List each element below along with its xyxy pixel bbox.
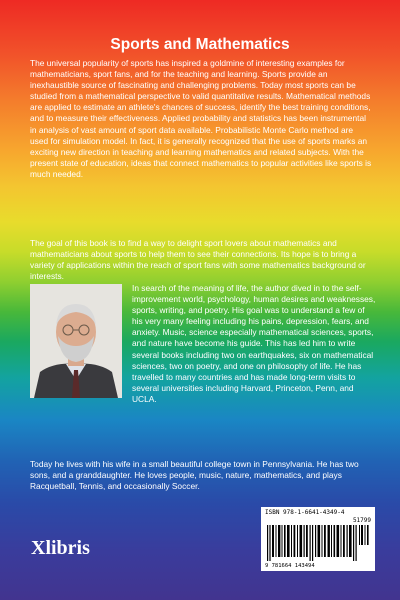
isbn-label: ISBN 978-1-6641-4349-4 (265, 509, 345, 516)
author-photo (30, 284, 122, 398)
author-bio: In search of the meaning of life, the author dived in to the self-improvement world, psychology, human desires and weaknesses, sports, writing, and poetry. His goal was to understand a few of his very many feeling including his pains, depression, fears, and anxiety. Music, science especially mathematical sciences, sports, and nature have become his guide. This has led him to write several books including two on earthquakes, six on mathematical sciences, two on poetry, and one on philosophy of life. He has travelled to many countries and has made long-term visits to several universities including Harvard, Princeton, Penn, and UCLA. (132, 283, 376, 404)
isbn-barcode (261, 507, 375, 571)
isbn-number-line: 9 781664 143494 (265, 563, 315, 569)
description-paragraph-4: Today he lives with his wife in a small beautiful college town in Pennsylvania. He has two sons, and a granddaughter. He loves people, music, nature, mathematics, and plays Racquetball, Tennis, and occasionally Soccer. (30, 459, 359, 492)
description-paragraph-2: The goal of this book is to find a way to delight sport lovers about mathematics and mathematicians about sports to help them to see their connections. Its hope is to bring a variety of applications within the reach of sport fans with some mathematics background or interests. (30, 238, 366, 282)
publisher-logo: Xlibris (31, 537, 90, 559)
book-title: Sports and Mathematics (110, 36, 290, 53)
description-paragraph-1: The universal popularity of sports has inspired a goldmine of interesting examples for mathematicians, sport fans, and for the teaching and learning. Sports provide an inexhaustible source of fascinating and challenging problems. Today most sports can be studied from a mathematical perspective to valid quantitative results. Mathematical methods are applied to estimate an athlete's chances of success, identify the best training conditions, and to measure their effectiveness. Applied probability and statistics has been instrumental in analysis of vast amount of sport data available. Probabilistic Monte Carlo method are used for simulation model. In fact, it is generally recognized that the use of sports marks an exciting new direction in teaching and learning mathematics and related subjects. With the present state of education, ideas that connect mathematics to popular activities like sports is much needed. (30, 58, 372, 179)
barcode-bars (267, 525, 369, 561)
price-code: 51799 (352, 517, 371, 524)
